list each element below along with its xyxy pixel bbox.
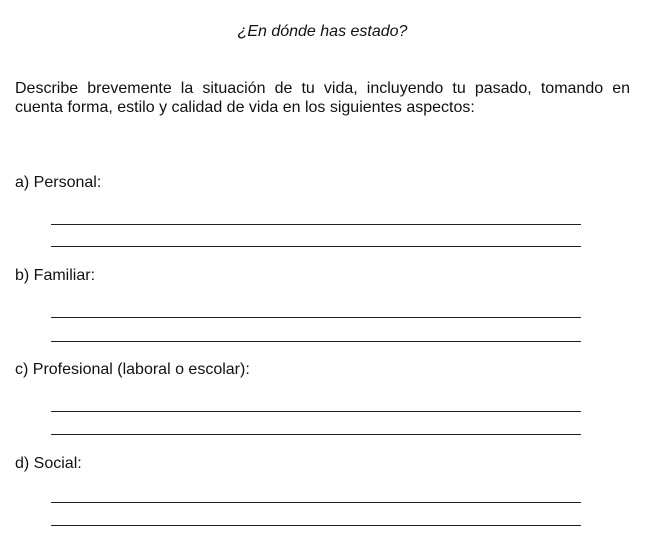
worksheet-title: ¿En dónde has estado?: [237, 23, 408, 40]
section-familiar-label: b) Familiar:: [15, 267, 96, 284]
section-profesional-label: c) Profesional (laboral o escolar):: [15, 361, 250, 378]
instructions-paragraph: Describe brevemente la situación de tu vida, incluyendo tu pasado, tomando en cuenta forma, estilo y calidad de vida en los siguientes aspectos:: [15, 80, 630, 116]
section-personal-label: a) Personal:: [15, 174, 102, 191]
section-social-label: d) Social:: [15, 455, 82, 472]
answer-line-profesional-1[interactable]: [51, 411, 581, 412]
answer-line-familiar-1[interactable]: [51, 317, 581, 318]
answer-line-personal-2[interactable]: [51, 246, 581, 247]
answer-line-personal-1[interactable]: [51, 224, 581, 225]
answer-line-social-1[interactable]: [51, 502, 581, 503]
answer-line-social-2[interactable]: [51, 525, 581, 526]
answer-line-profesional-2[interactable]: [51, 434, 581, 435]
answer-line-familiar-2[interactable]: [51, 341, 581, 342]
